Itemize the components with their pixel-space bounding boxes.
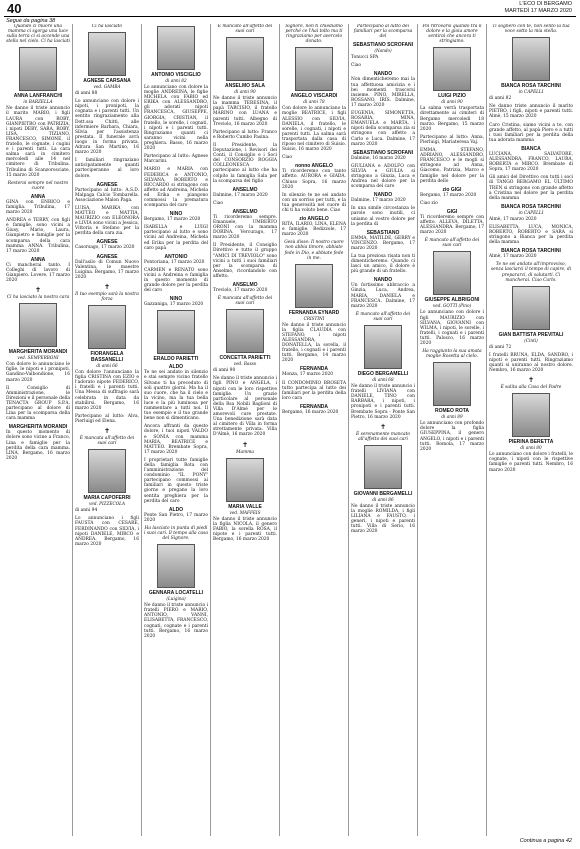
notice-text: Ne danno il triste annuncio i figli PINO e ANGELA, i nipoti con le loro rispettive famiglie. Un grazie particolare al personale della Rsa Nobili Baglioni di Villa D'Almè per le amorevoli cure prestate. Una benedizione sarà data al cimitero di Villa in forma strettamente privata. Villa D'Almè, 16 marzo 2020 — [213, 376, 277, 438]
notice-text: Ne danno triste annuncio il marito PIETRO, i figli, nipoti e parenti tutti. Almè, 15 marzo 2020 — [489, 104, 573, 120]
obituary-photo — [226, 309, 264, 353]
epigraph-text: Mamma — [235, 449, 255, 455]
name-subtitle: di anni 68 — [372, 377, 394, 383]
notice-text: Lo annunciano con dolore la moglie ANDREINA, le figlie MICHELA con FABIO ed ERIKA con ALESSANDRO, gli adorati nipoti FRANCESCA, GIUSEPPE, GIORGIA, CRISTIAN, il fratello, le sorelle, i cognati, i nipoti e i parenti tutti. Ringraziamo quanti ci saranno vicini nella preghiera. Basso, 16 marzo 2020 — [144, 85, 208, 152]
notice-text: Monza, 17 marzo 2020 — [282, 372, 334, 378]
name-block — [282, 310, 346, 321]
obituary-photo — [157, 26, 195, 70]
column-divider — [279, 24, 280, 836]
epigraph-text: Ha lasciato in punta di piedi i suoi cari. Il tempo alla casa del Signore. — [144, 525, 208, 542]
notice-text: Il Presidente, il Consiglio Direttivo e tutto il gruppo "AMICI DI TREVIOLO" sono vicini a tutti i suoi familiari per la scomparsa di Anselmo, ricordandolo con affetto. — [213, 243, 277, 279]
epigraph-text: Ti sognerò con te, non sento la tua voce sotto la mia stella. — [492, 24, 570, 35]
notice-text: Treviolo, 17 marzo 2020 — [213, 288, 268, 293]
notice-text: I familiari ringraziano anticipatamente quanti parteciperanno al loro dolore. — [75, 158, 139, 179]
deceased-name: PIERINA BERETTA — [508, 439, 554, 446]
epigraph-text: Gesù disse: Il nostro cuore non abbia timore, abbiate fede in Dio, e abbiate fede in me. — [284, 240, 344, 261]
page-header — [0, 0, 580, 16]
obituary-photo — [19, 303, 57, 347]
deceased-name: GIOVANNI BERGAMELLI — [353, 490, 413, 497]
obituary-photo — [512, 286, 550, 330]
notice-text: Ne danno il triste annuncio la figlia NICOLA, il genero FABIO, la sorella ROSA, il nipote e i parenti tutti. Bergamo, 16 marzo 2020 — [213, 516, 277, 542]
epigraph-text: Ci ha lasciato — [91, 24, 123, 29]
notice-text: Lo annunciano con dolore i nipoti, i pronipoti, la cognata e i parenti tutti. Un sentito ringraziamento alla Dott.ssa Chitti, alle infermiere Barbara, Chiara, Silvia per l'assistenza prestata. Il funerale avrà luogo in forma privata. Adrara San Martino, 16 marzo 2020 — [75, 99, 139, 156]
notice-text: In silenzio te ne sei andato con un sorriso per tutti, e la tua generosità nel cuore di chi ti ha voluto bene. Ciao — [282, 192, 346, 213]
notice-text: Con dolore lo annunciano la moglie BEATRICE, i figli ALESSIO con SILVIA, DANIELA, il fratello, le sorelle, i cognati, i nipoti e parenti tutti. La salma sarà trasportata dalla casa di riposo nel cimitero di Suisio. Suisio, 16 marzo 2020 — [282, 106, 346, 153]
name-block — [213, 504, 277, 515]
name-subtitle: di anni 86 — [372, 496, 394, 502]
cross-icon: ✝ — [380, 422, 386, 431]
name-subtitle: CRISTINI — [303, 315, 325, 321]
deceased-name: CONCETTA PARIETTI — [219, 355, 271, 362]
epigraph-text: Te ne sei andato all'improvviso, senza lasciarci il tempo di capire, di prepararci, di salutarti. Ci mancherai. Ciao Carlo. — [490, 262, 572, 283]
name-subtitle: in CAPELLI — [518, 89, 544, 95]
name-subtitle: ved. MAFFEIS — [229, 509, 261, 515]
column-divider — [72, 24, 73, 836]
notice-text: di anni 88 — [75, 91, 98, 97]
notice-text: Ti ricorderemo sempre con affetto. ALLEVA, DILETTA, ALESSANDRA. Bergamo, 17 marzo 2020 — [420, 214, 484, 236]
obituary-photo — [433, 362, 471, 406]
obituary-photo — [226, 37, 264, 81]
name-block — [75, 78, 139, 89]
column-divider — [210, 24, 211, 836]
deceased-name: SEBASTIANO SCROFANI — [352, 42, 413, 49]
notice-text: Casorsago, 17 marzo 2020 — [75, 245, 135, 251]
name-subtitle: (Luigina) — [166, 596, 186, 602]
deceased-name: LUIGI PIZIO — [438, 93, 466, 100]
notice-text: Partecipano al lutto: Franco e Roberto Cumbo Pasina. — [213, 129, 277, 140]
notice-text: Dalmine, 17 marzo 2020 — [351, 198, 406, 204]
name-block — [420, 93, 484, 104]
notice-text: Ti ricorderemo con tanto affetto. AURORA e GIADA. Chiuso Sopra, 16 marzo 2020 — [282, 169, 346, 190]
deceased-name: ERALDO PARIETTI — [153, 356, 199, 363]
notice-text: Partecipano al lutto: Alva, Pierluigi ed Elena. — [75, 413, 139, 424]
name-subtitle: di anni 89 — [441, 414, 463, 420]
notice-text: Ci mancherai tanto. I Colleghi di lavoro di Gianpiero. Lovere, 17 marzo 2020 — [6, 262, 70, 284]
notice-text: Gli amici del Direttivo con tutti i soci di TANGO BERGAMO EL ÚLTIMO TREN si stringono con grande affetto a Cristina nel dolore per la perdita della mamma — [489, 175, 573, 201]
notice-text: Pontoriana, 17 marzo 2020 — [144, 259, 205, 265]
deceased-name: ANNA — [30, 193, 46, 200]
notice-text: Ciao — [282, 155, 293, 161]
deceased-name: ANTONIO — [164, 253, 188, 260]
name-block — [75, 495, 139, 506]
continued-from: Segue da pagina 38 — [6, 18, 56, 24]
notice-text: Dalmine, 16 marzo 2020 — [351, 155, 406, 161]
name-block — [6, 93, 70, 104]
notice-text: Bergamo, 17 marzo 2020 — [420, 192, 477, 198]
column-divider — [141, 24, 142, 836]
deceased-name: NINO — [169, 211, 183, 218]
notice-text: Ciao zio — [420, 200, 438, 206]
name-subtitle: di anni 90 — [441, 99, 463, 105]
name-block — [144, 590, 208, 601]
epigraph-text: Partecipano al lutto dei familiari per la scomparsa del — [353, 24, 413, 40]
deceased-name: BIANCA ROSA TARCHINI — [501, 203, 561, 210]
obituary-photo — [433, 47, 471, 91]
cross-icon: ✝ — [104, 282, 110, 291]
obituary-photo — [226, 458, 264, 502]
deceased-name: SEBASTIANO — [366, 229, 400, 236]
cross-icon: ✝ — [35, 286, 41, 295]
deceased-name: AGNESE — [96, 239, 118, 246]
notice-text: Ponte San Pietro, 17 marzo 2020 — [144, 512, 208, 523]
deceased-name: ANSELMO — [232, 282, 258, 288]
epigraph-text: È mancato all'affetto dei suoi cari — [355, 311, 411, 322]
newspaper-title: L'ECO DI BERGAMO — [519, 1, 572, 7]
name-block — [351, 491, 415, 502]
deceased-name: BIANCA — [521, 145, 541, 152]
name-block — [489, 439, 573, 450]
notice-text: Con dolore lo annunciano le figlie, le nipoti e i pronipoti. Gandino-Valbondione, 16 marzo 2020 — [6, 362, 70, 383]
deceased-name: BIANCA ROSA TARCHINI — [501, 248, 561, 255]
notice-text: Dalmine, 17 marzo 2020 — [213, 192, 268, 198]
name-block — [489, 204, 573, 215]
obituary-photo — [364, 445, 402, 489]
notice-text: di anni 90 — [213, 368, 236, 374]
obituary-photo — [157, 544, 195, 588]
notice-text: Lo annunciano con dolore i figli MAURIZIO con SILVANA, GIOVANNI con WILMA, i nipoti, le sorelle, i fratelli, i cognati e i parenti tutti. Palosco, 16 marzo 2020 — [420, 310, 484, 346]
name-block — [144, 356, 208, 362]
name-subtitle: in CAPELLI — [518, 209, 544, 215]
notice-text: Te ne sei andato in silenzio e stai sempre vicino fratello Silvano ti ha preceduto di soli quattro giorni. Ma ha il suo cuore, che ha il cielo e la vicino, ma la tua bella luce e la più luminosa per rammentare a tutti noi. Il tuo esempio e il tuo grande bene non si dimenticano. — [144, 370, 208, 422]
obituary-photo — [512, 393, 550, 437]
obituary-photo — [295, 264, 333, 308]
notice-text: Lo annunciano con dolore i fratelli, le cognate, i nipoti con le rispettive famiglie e parenti tutti. Nembro, 16 marzo 2020 — [489, 452, 573, 473]
column-7 — [420, 24, 484, 836]
deceased-name: ANSELMO — [232, 208, 258, 215]
name-subtitle: di anni 78 — [303, 99, 325, 105]
notice-text: GINA con ENRICO e famiglia. Tribulina, 17 marzo 2020 — [6, 199, 70, 216]
notice-text: CARMEN e RENATO sono vicini a Andreina e famiglia in questo momento di grande dolore per la perdita del caro — [144, 267, 208, 294]
name-subtitle: ved. GAMBA — [93, 84, 121, 90]
column-2 — [75, 24, 139, 836]
column-divider — [486, 24, 487, 836]
name-subtitle: di anni 90 — [234, 89, 256, 95]
epigraph-text: È mancata all'affetto dei suoi cari — [217, 296, 273, 307]
notice-text: Partecipano al lutto: Anna, Pierluigi, Mariateresa Vaj. — [420, 134, 484, 145]
epigraph-text: Quando ci muore una mamma ci sgorga una luce sulla terra ci si accende una stella nel cielo. Ci ha lasciati — [6, 24, 70, 45]
notice-text: Il CONDOMINIO BROSETA tutto partecipa al lutto dei familiari per la perdita della loro cara — [282, 380, 346, 401]
notice-text: Partecipano al lutto: Agnese Marcarini. — [144, 154, 208, 165]
notice-text: Ciao — [213, 200, 224, 206]
notice-text: EUGENIA, SIMONETTA, ROSARIA, MINA, EMANUELA e MARTA, i nipoti della scomparsa zia si stringono con affetto a Carlo e Luca. Dalmine, 17 marzo 2020 — [351, 111, 415, 147]
column-3 — [144, 24, 208, 836]
obituary-photo — [433, 251, 471, 295]
notice-text: Gazzaniga, 17 marzo 2020 — [144, 302, 204, 308]
notice-text: La tua preziosa risata non ti dimenticheremo. Quando ci lasci un amico, il dolore è più grande di un fratello. — [351, 254, 415, 275]
notice-text: Ne danno il triste annuncio i fratelli PIERO e MARIO, ANTONIO, VANNI, ELISABETTA, FRANCESCO, cognati, cognate e i parenti tutti. Bergamo, 16 marzo 2020 — [144, 603, 208, 639]
cross-icon: ✝ — [528, 376, 534, 385]
epigraph-text: È mancato all'affetto dei suoi cari — [424, 238, 480, 249]
notice-text: Ancora affranti da questo dolore, i tuoi nipoti VALDO e SONIA con mamma MARIA, BEATRICE e MATTEO. Brembate Sopra, 17 marzo 2020 — [144, 424, 208, 455]
deceased-name: zio ANGELO — [299, 216, 329, 223]
deceased-name: ANTONIO VISCIGLIO — [151, 72, 201, 78]
notice-text: ISABELLA e LUIGI partecipano al lutto e sono vicini ad Andreina, Michela ed Erika per la perdita del caro papà — [144, 225, 208, 251]
deceased-name: DIEGO BERGAMELLI — [357, 371, 409, 378]
deceased-name: MARIA CAPOFERRI — [83, 495, 131, 502]
notice-text: Almè, 17 marzo 2020 — [489, 254, 537, 260]
name-block — [351, 42, 415, 53]
notice-text: Bergamo, 16 marzo 2020 — [282, 409, 339, 415]
notice-text: In questo momento di dolore sono vicine a Franco, Lina e famiglie per la perdita della cara mamma. LINA, Bergamo, 16 marzo 2020 — [6, 430, 70, 461]
deceased-name: SEBASTIANO SCROFANI — [352, 149, 413, 156]
notice-text: Partecipano al lutto: A.S.D. Malpaga Calcio Tombarella. Associazione Malon Paga. — [75, 187, 139, 203]
header-rule — [4, 16, 576, 17]
name-block — [75, 351, 139, 368]
name-subtitle: ved. PIZZECOLA — [89, 501, 125, 507]
name-block — [213, 355, 277, 366]
notice-text: Dall'asilo di Comun Nuovo Valentina, le maestre Luigina. Bergamo, 17 marzo 2020 — [75, 259, 139, 280]
name-subtitle: di anni 66 — [96, 363, 118, 369]
deceased-name: ROMEO ROTA — [434, 408, 470, 415]
column-5 — [282, 24, 346, 836]
notice-text: Un fortissimo abbraccio a Ginzia, Luca, Andrea, MARIA, DANIELA e FRANCESCA. Dalmine, 17 marzo 2020 — [351, 283, 415, 309]
deceased-name: ANGELO VISCARDI — [290, 93, 338, 100]
name-subtitle: (Cinti) — [524, 337, 538, 343]
notice-text: Non dimenticheremo mai la tua affettuosa amicizia e i bei momenti trascorsi insieme. PINO, MIRELLA, ROSSANO, IRIS. Dalmine, 17 marzo 2020 — [351, 77, 415, 108]
notice-text: MARIO e MARIA con FEDERICA e ANTONIO, SILVANA, ROBERTO e RICCARDO si stringono con affetto ad Andreina, Michela ed Erika e piangono commossi la prematura scomparsa del caro — [144, 167, 208, 209]
notice-text: LUCIANA, SALVATORE, ALESSANDRA, FRANCO, LAURA, ROBERTA e MIRCO. Brembate di Sopra, 17 marzo 2020 — [489, 151, 573, 173]
notice-text: di anni 72 — [489, 344, 512, 350]
deceased-name: FERNANDA — [299, 403, 329, 410]
notice-text: Ciao — [351, 63, 362, 69]
name-block — [420, 408, 484, 419]
deceased-name: ALDO — [168, 506, 184, 513]
notice-text: Ne danno il triste annuncio la mamma TERESINA, il papà TARCISIO, il fratello MARINO con LUANA e parenti tutti. Albegno di Treviolo, 16 marzo 2020 — [213, 96, 277, 127]
deceased-name: zio GIGI — [442, 186, 462, 193]
name-block — [489, 332, 573, 343]
column-4 — [213, 24, 277, 836]
notice-text: RITA, ILARIO, LINA, ELENA e famiglie. Bedizzole, 17 marzo 2020 — [282, 222, 346, 238]
obituary-photo — [157, 310, 195, 354]
column-8 — [489, 24, 573, 836]
cross-icon: ✝ — [242, 440, 248, 449]
deceased-name: GIAN BATTISTA PREVITALI — [498, 331, 564, 338]
name-subtitle: di anni 82 — [165, 78, 187, 83]
epigraph-text: Poi ritrovarsi quando tra il dolore e la gioia amore sentirai che ancora ti stringiamo. — [422, 24, 482, 45]
notice-text: Ti ricorderemo sempre. Emanuele, UMBERTO ORONI con la mamma DORINA. Vercurago, 17 marzo 2020 — [213, 214, 277, 241]
deceased-name: GIUSEPPE ALBRIGONI — [424, 297, 480, 304]
name-subtitle: in BARZELLA — [23, 99, 53, 105]
name-subtitle: (Nando) — [374, 48, 392, 54]
deceased-name: BIANCA ROSA TARCHINI — [501, 83, 561, 90]
notice-text: EMMA, MATILDE, GERRY e VINCENZO. Bergamo, 17 marzo 2020 — [351, 235, 415, 251]
notice-text: Il Consiglio di Amministrazione, le Direzioni e il personale della TENACTA GROUP S.P.A. partecipano al dolore di Lina per la scomparsa della cara mamma — [6, 385, 70, 422]
notice-text: LUISA, MARIKA con MATTEO e MATTIA, MAURIZIO con ELEONORA e LIVIA sono vicini a Jessica, Vittoria e Stefano per la perdita della cara zia. — [75, 205, 139, 237]
notice-text: In una simile circostanza le parole sono inutili, ci uniamo al vostro dolore per la perdita di — [351, 206, 415, 227]
page-number: 40 — [7, 1, 22, 16]
column-1 — [6, 24, 70, 836]
notice-text: GIULIANA e ADOLFO con SILVIA e GIULIA si stringono a Ginzia, Luca e Andrea nel dolore per la scomparsa del caro — [351, 163, 415, 190]
deceased-name: NANDO — [373, 277, 393, 284]
notice-text: Ne danno il triste annuncio la moglie ROMILDA, i figli LILIANA e FAUSTO, i generi, i nipoti e parenti tutti. Villa di Serio, 16 marzo 2020 — [351, 503, 415, 535]
notice-text: Lo annunciano i figli FAUSTA con CESARE, FERDINANDO con SILVIA, i nipoti DANIELE, MIRCO e ANDREA. Bergamo, 16 marzo 2020 — [75, 516, 139, 547]
name-block — [144, 72, 208, 83]
epigraph-text: È serenamente mancato all'affetto dei suoi cari — [355, 431, 411, 442]
deceased-name: nonno ANGELO — [295, 163, 333, 170]
deceased-name: NANDO — [373, 192, 393, 199]
obituary-photo — [19, 47, 57, 91]
name-block — [489, 83, 573, 94]
name-block — [351, 150, 415, 156]
name-block — [6, 349, 70, 360]
deceased-name: NANDO — [373, 71, 393, 78]
obituary-photo — [88, 449, 126, 493]
masthead — [505, 1, 572, 14]
deceased-name: ANSELMO SALA — [225, 83, 265, 90]
cross-icon: ✝ — [104, 427, 110, 436]
column-6 — [351, 24, 415, 836]
name-subtitle: ved. Basso — [233, 361, 257, 367]
deceased-name: AGNESE — [96, 181, 118, 188]
notice-text: di anni 82 — [489, 96, 512, 102]
notice-text: Almè, 17 marzo 2020 — [489, 216, 537, 222]
notice-text: EMMA, STEFANO, ADRIANO, ALESSANDRO, FRANCESCO e le mogli si stringono ad Anna, Giacomo, Patrizia, Marco e famiglie nel dolore per la perdita dello — [420, 148, 484, 184]
deceased-name: FIORANGELA BASSANELLI — [90, 351, 124, 364]
continued-to: Continua a pagina 42 — [519, 838, 572, 844]
deceased-name: MARIA VALLE — [228, 503, 262, 510]
epigraph-text: Ci ha lasciato la nostra cara — [6, 295, 70, 301]
notice-text: I fratelli BRUNA, ELDA, SANDRO, i nipoti e parenti tutti. Ringraziamo quanti si uniranno al nostro dolore. Nembro, 16 marzo 2020 — [489, 352, 573, 374]
notice-text: di anni 94 — [75, 508, 98, 514]
name-block — [420, 297, 484, 308]
deceased-name: AGNESE CARSANA — [83, 78, 131, 85]
epigraph-text: Ha raggiunto la sua amata moglie Rosetta al cielo. — [422, 349, 482, 360]
epigraph-text: Il tuo esempio sarà la nostra forza — [75, 291, 139, 302]
deceased-name: GIGI — [446, 208, 458, 215]
deceased-name: ALDO — [168, 364, 184, 371]
column-divider — [417, 24, 418, 836]
deceased-name: MARGHERITA MORANDI — [8, 424, 68, 431]
name-subtitle: ved. GOTTI (Pino) — [432, 303, 472, 309]
deceased-name: FERNANDA EYNARD — [288, 309, 340, 316]
notice-text: ANDREA e TERRY, con figli e famiglie, sono vicini a Giusy, Mario, Laura, Gianpietro e famiglie per la scomparsa della cara mamma ANNA. Tribulina, 17 marzo 2020 — [6, 218, 70, 254]
epigraph-text: È salita alla Casa del Padre — [500, 385, 562, 391]
name-subtitle: ved. SEMPERBONI — [17, 355, 59, 361]
notice-text: Lo annunciano con profondo dolore la figlia GIUSEPPINA, il genero ANGELO, i nipoti e i parenti tutti. Romola, 17 marzo 2020 — [420, 421, 484, 452]
name-block — [282, 93, 346, 104]
notice-text: Ne danno il triste annuncio i fratelli LIVIANA con DANIELE, TINO con BARBARA, i nipoti, i pronipoti e i parenti tutti. Brembate Sopra - Ponte San Pietro, 16 marzo 2020 — [351, 384, 415, 420]
notice-text: ELISABETTA, LUCA, MONICA, ROBERTO, ROBERTO e SARA si stringono a Bianca per la perdita della mamma — [489, 224, 573, 246]
obituary-photo — [512, 37, 550, 81]
deceased-name: NINO — [169, 296, 183, 303]
column-divider — [348, 24, 349, 836]
name-block — [351, 371, 415, 382]
notice-text: La salma verrà trasportata direttamente ai cimiteri di Bergamo mercoledì 18 marzo. Bergamo, 15 marzo 2020 — [420, 106, 484, 132]
epigraph-text: È mancato all'affetto dei suoi cari — [217, 24, 273, 35]
epigraph-text: Signore, non ti chiediamo perché ce l'hai tolto ma ti ringraziamo per avercelo donato. — [285, 24, 343, 45]
deceased-name: ANNA LANFRANCHI — [13, 93, 63, 100]
notice-text: I proprietari tutte famiglie della famiglia Rota con l'amministrazione del condominio "IL PONY" partecipano commossi ai familiari in questo triste giorno e pregano la loro sentita preghiera per la perdita del caro — [144, 457, 208, 504]
deceased-name: FERNANDA — [299, 366, 329, 373]
obituary-photo — [88, 32, 126, 76]
notice-text: Ne danno il triste annuncio il marito MARIO, i figli LAURA con ROBY, GIANPIETRO con PATRIZIA, i nipoti DEBY, SARA, ROBY, LISA, TIZIANO, FRANCESCO, SIMONE, il fratello, le cognate, i cugini e i parenti tutti. La cara salma sarà in cimitero mercoledì alle 14 nel cimitero di Tribulina. Tribulina di Scanzorosciate, 15 marzo 2020 — [6, 106, 70, 178]
deceased-name: GENNARA LOCATELLI — [148, 590, 204, 597]
notice-text: Bergamo, 17 marzo 2020 — [144, 217, 201, 223]
epigraph-text: È mancata all'affetto dei suoi cari — [79, 436, 135, 447]
deceased-name: AGNESE — [96, 253, 118, 260]
deceased-name: ANNA — [30, 256, 46, 263]
notice-text: Con dolore l'annunciano la figlia CRISTINA con EZIO e l'adorato nipote FEDERICO, i fratelli e i parenti tutti. Una Messa di suffragio sarà celebrata in data da stabilirsi. Bergamo, 16 marzo 2020 — [75, 370, 139, 411]
epigraph-text: Resterai sempre nel nostro cuore — [7, 180, 69, 191]
deceased-name: ANSELMO — [232, 186, 258, 193]
notice-text: Il Presidente, la Deputazione, i Revisori dei Conti, il Consiglio e i Soci del CONSORZIO ROGGIA COLLEONESCA partecipano al lutto che ha colpito la famiglia Sala per la scomparsa del figlio — [213, 142, 277, 184]
name-subtitle: di anni 80 — [520, 445, 542, 451]
deceased-name: MARGHERITA MORANDI — [8, 349, 68, 356]
obituary-photo — [364, 325, 402, 369]
name-block — [213, 83, 277, 94]
issue-date: MARTEDÌ 17 MARZO 2020 — [504, 7, 572, 14]
obituary-photo — [295, 47, 333, 91]
notice-text: Tonucci SPA — [351, 55, 379, 61]
notice-text: Ne danno il triste annuncio la figlia CLAUDIA con STEFANO, i nipoti ALESSANDRA, DONATELLA, la sorella, il fratello, i cognati e i parenti tutti. Bergamo, 14 marzo 2020 — [282, 322, 346, 364]
obituary-photo — [88, 305, 126, 349]
notice-text: Caro Cristina, siamo vicini a te, con grande affetto, al papà Piero e a tutti i tuoi familiari per la perdita della tua adorata mamma — [489, 122, 573, 143]
